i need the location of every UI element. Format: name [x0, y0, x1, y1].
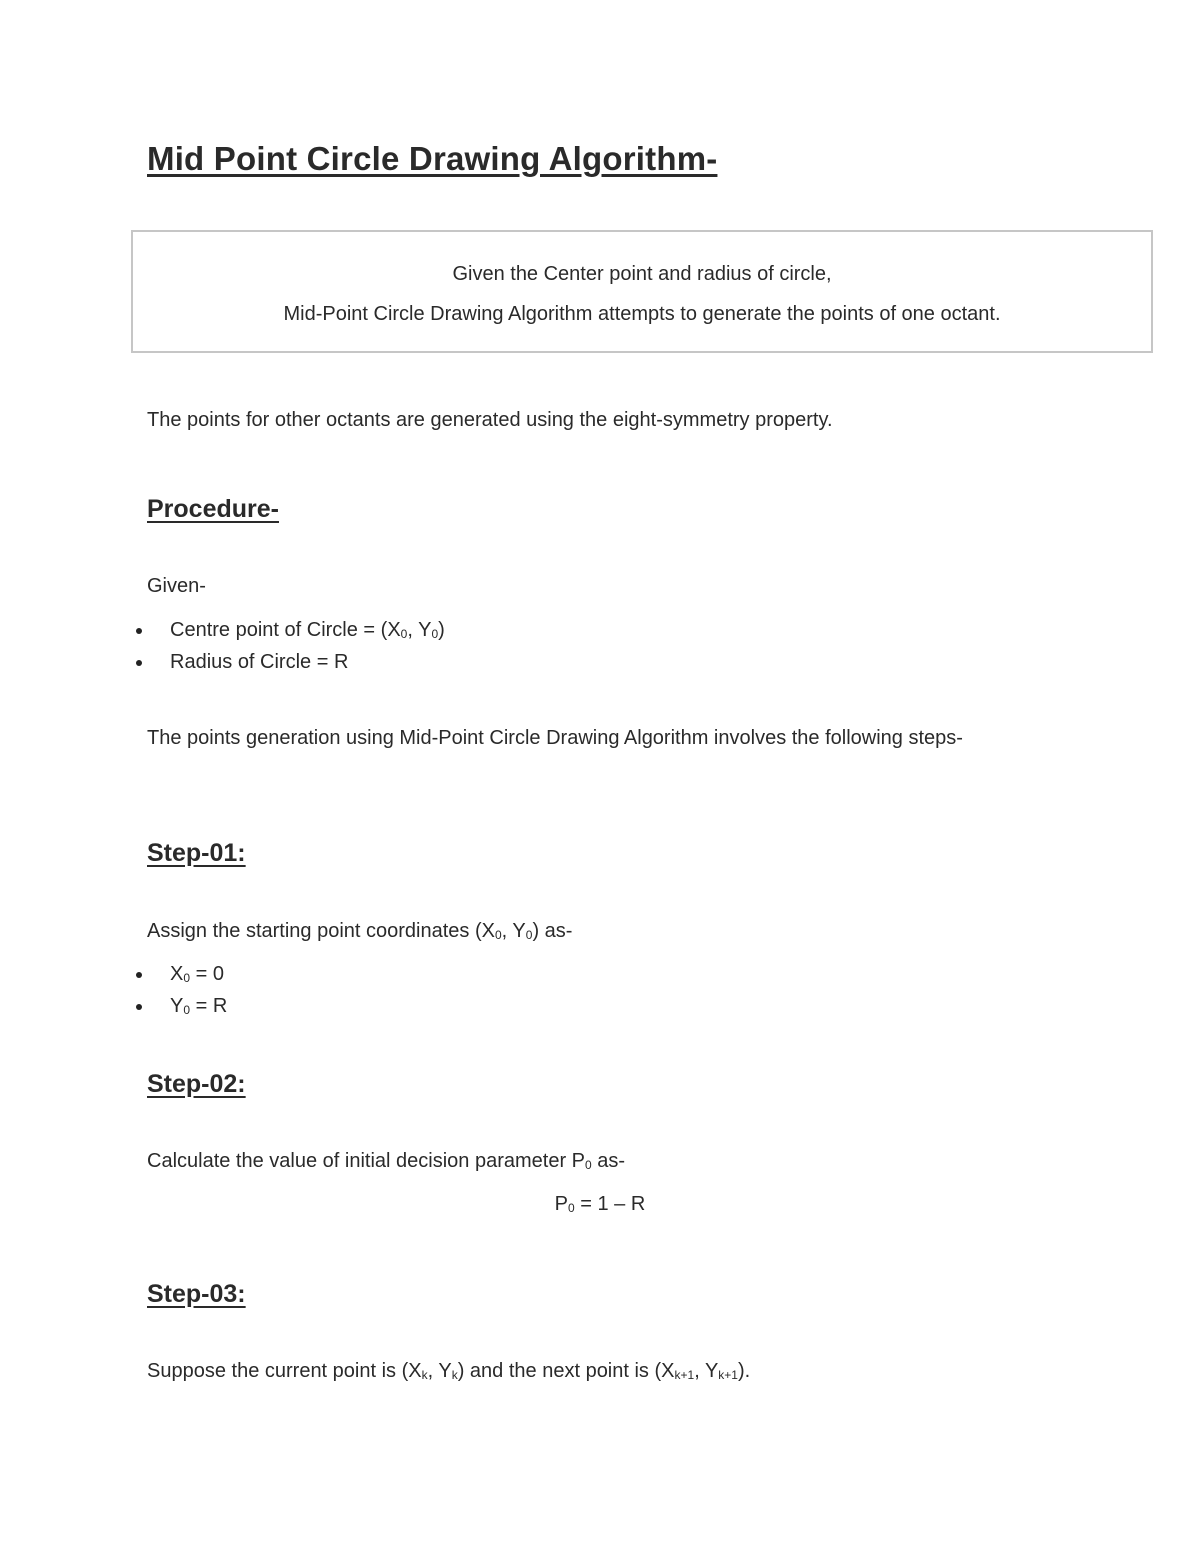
procedure-heading: Procedure- — [147, 495, 279, 523]
step-02-formula: $P_0 = 1 - R$ — [554, 1193, 646, 1215]
given-list — [147, 614, 445, 678]
intro-box — [131, 230, 1153, 353]
list-item: $X_0 = 0$ — [147, 958, 227, 990]
list-item: Centre point of Circle = ($X_0$, $Y_0$) — [147, 614, 445, 646]
step-03-heading: Step-03: — [147, 1280, 246, 1308]
step-02-text: Calculate the value of initial decision parameter $P_0$ as- — [147, 1150, 626, 1172]
given-label: Given- — [147, 575, 206, 597]
step-02-heading: Step-02: — [147, 1070, 246, 1098]
intro-line-2: Mid-Point Circle Drawing Algorithm attempts to generate the points of one octant. — [283, 303, 1001, 325]
intro-line-1: Given the Center point and radius of circle, — [452, 263, 832, 285]
list-item: $Y_0 = R$ — [147, 990, 227, 1022]
symmetry-note: The points for other octants are generated using the eight-symmetry property. — [147, 409, 833, 431]
page-title: Mid Point Circle Drawing Algorithm- — [147, 140, 718, 177]
list-item: Radius of Circle = R — [147, 646, 445, 678]
step-01-text: Assign the starting point coordinates ($X_0$, $Y_0$) as- — [147, 920, 573, 942]
step-03-text: Suppose the current point is ($X_k$, $Y_k$) and the next point is ($X_{k+1}$, $Y_{k+1}$). — [147, 1360, 751, 1382]
steps-intro: The points generation using Mid-Point Circle Drawing Algorithm involves the following steps- — [147, 727, 963, 749]
step-01-list — [147, 958, 227, 1022]
step-01-heading: Step-01: — [147, 839, 246, 867]
